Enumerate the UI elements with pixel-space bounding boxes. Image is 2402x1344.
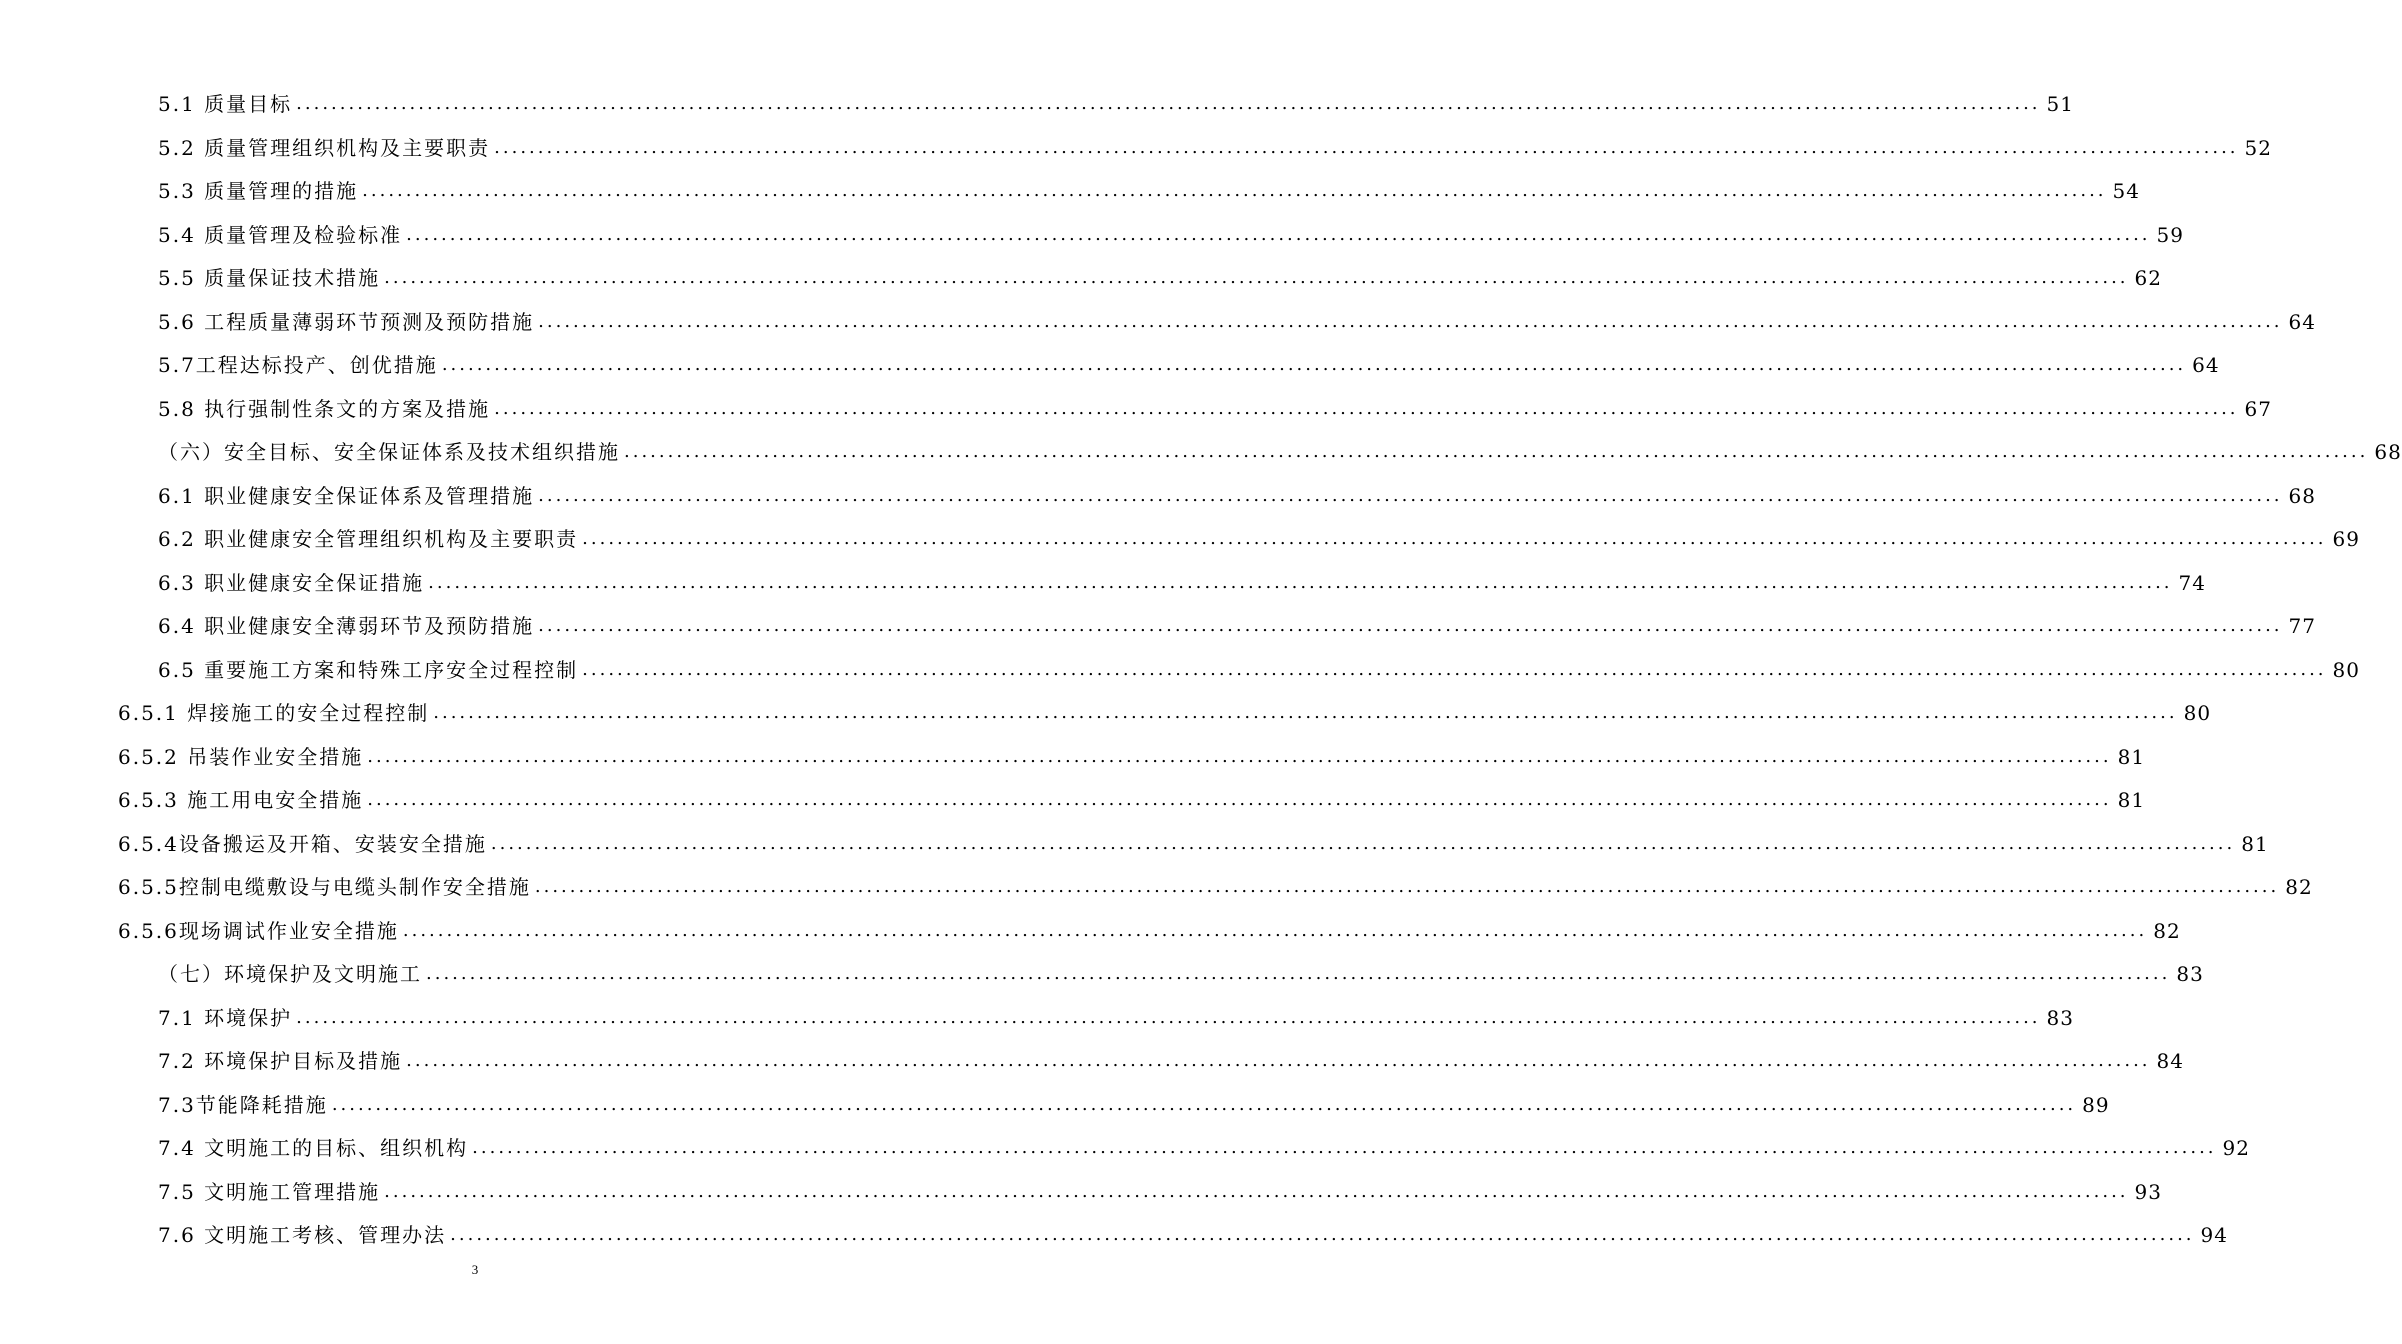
toc-entry-page: 54: [2112, 179, 2140, 203]
toc-entry-title: 6.5.1 焊接施工的安全过程控制: [118, 701, 430, 725]
toc-leader-dots: ........................................................................................................................................................................................................: [534, 876, 2280, 897]
toc-entry-title: （六）安全目标、安全保证体系及技术组织措施: [158, 440, 620, 464]
toc-leader-dots: ........................................................................................................................................................................................................: [538, 484, 2283, 506]
toc-entry[interactable]: [158, 173, 2140, 203]
toc-entry[interactable]: [158, 478, 2316, 508]
toc-entry-title: 5.5 质量保证技术措施: [158, 266, 381, 290]
toc-leader-dots: ........................................................................................................................................................................................................: [406, 223, 2151, 245]
page-number: 3: [471, 1262, 479, 1277]
toc-leader-dots: ........................................................................................................................................................................................................: [494, 397, 2239, 419]
toc-entry-page: 89: [2082, 1092, 2110, 1117]
toc-entry-title: 6.5.6现场调试作业安全措施: [118, 918, 399, 943]
toc-leader-dots: ........................................................................................................................................................................................................: [367, 745, 2112, 767]
toc-leader-dots: ........................................................................................................................................................................................................: [582, 528, 2327, 549]
toc-leader-dots: ........................................................................................................................................................................................................: [538, 310, 2283, 332]
toc-entry-title: 6.2 职业健康安全管理组织机构及主要职责: [158, 527, 579, 551]
toc-entry[interactable]: [158, 434, 2402, 464]
toc-entry-title: 5.8 执行强制性条文的方案及措施: [158, 396, 491, 421]
toc-entry[interactable]: [118, 782, 2146, 812]
toc-entry-title: 5.6 工程质量薄弱环节预测及预防措施: [158, 309, 535, 334]
toc-entry[interactable]: [158, 1174, 2162, 1204]
toc-entry[interactable]: [158, 1130, 2250, 1160]
toc-entry-title: 5.1 质量目标: [158, 92, 293, 116]
toc-entry-page: 83: [2046, 1005, 2074, 1030]
toc-entry[interactable]: [158, 1000, 2074, 1030]
toc-leader-dots: ........................................................................................................................................................................................................: [367, 789, 2112, 810]
toc-entry-page: 64: [2192, 353, 2220, 377]
toc-entry[interactable]: [158, 1217, 2228, 1247]
toc-entry-title: 5.7工程达标投产、创优措施: [158, 353, 438, 377]
toc-entry-page: 67: [2244, 396, 2272, 421]
toc-leader-dots: ........................................................................................................................................................................................................: [426, 963, 2171, 984]
toc-entry-page: 77: [2288, 614, 2316, 638]
toc-entry-page: 64: [2288, 309, 2316, 334]
toc-entry-title: 7.4 文明施工的目标、组织机构: [158, 1136, 469, 1160]
toc-entry-title: 6.1 职业健康安全保证体系及管理措施: [158, 483, 535, 508]
toc-entry-page: 80: [2183, 701, 2212, 725]
toc-entry-page: 92: [2222, 1136, 2250, 1160]
toc-entry-title: 7.5 文明施工管理措施: [158, 1179, 381, 1204]
toc-entry[interactable]: [158, 652, 2360, 682]
toc-leader-dots: ........................................................................................................................................................................................................: [472, 1137, 2217, 1158]
toc-entry[interactable]: [118, 913, 2181, 943]
toc-entry[interactable]: [118, 695, 2212, 725]
toc-leader-dots: ........................................................................................................................................................................................................: [490, 832, 2236, 854]
toc-entry[interactable]: [158, 1087, 2110, 1117]
toc-entry-page: 51: [2046, 92, 2074, 116]
toc-entry[interactable]: [158, 260, 2162, 290]
toc-entry-title: 5.2 质量管理组织机构及主要职责: [158, 135, 491, 160]
toc-entry-page: 81: [2241, 831, 2269, 856]
toc-leader-dots: ........................................................................................................................................................................................................: [296, 1006, 2041, 1028]
toc-entry-page: 68: [2288, 483, 2316, 508]
toc-entry[interactable]: [118, 826, 2269, 856]
toc-entry-title: 6.5.3 施工用电安全措施: [118, 788, 364, 812]
toc-leader-dots: ........................................................................................................................................................................................................: [582, 658, 2327, 680]
toc-entry[interactable]: [158, 391, 2272, 421]
toc-entry[interactable]: [118, 869, 2313, 899]
toc-leader-dots: ........................................................................................................................................................................................................: [450, 1224, 2195, 1245]
toc-entry-page: 94: [2200, 1223, 2228, 1247]
toc-entry[interactable]: [158, 608, 2316, 638]
toc-entry[interactable]: [158, 521, 2360, 551]
toc-leader-dots: ........................................................................................................................................................................................................: [538, 615, 2283, 636]
toc-leader-dots: ........................................................................................................................................................................................................: [433, 702, 2178, 723]
toc-entry[interactable]: [158, 956, 2204, 986]
toc-entry-page: 62: [2134, 266, 2162, 290]
toc-entry-page: 82: [2153, 918, 2181, 943]
toc-leader-dots: ........................................................................................................................................................................................................: [296, 93, 2041, 114]
toc-entry-title: 6.5.5控制电缆敷设与电缆头制作安全措施: [118, 875, 531, 899]
toc-entry-page: 69: [2332, 527, 2360, 551]
toc-entry[interactable]: [158, 347, 2220, 377]
toc-leader-dots: ........................................................................................................................................................................................................: [428, 571, 2173, 593]
toc-entry-title: 7.3节能降耗措施: [158, 1092, 328, 1117]
toc-entry-page: 84: [2156, 1049, 2184, 1073]
toc-entry-title: 6.4 职业健康安全薄弱环节及预防措施: [158, 614, 535, 638]
toc-leader-dots: ........................................................................................................................................................................................................: [624, 441, 2369, 462]
toc-entry[interactable]: [158, 217, 2184, 247]
toc-entry-page: 59: [2156, 222, 2184, 247]
toc-leader-dots: ........................................................................................................................................................................................................: [331, 1093, 2077, 1115]
toc-entry-title: 5.4 质量管理及检验标准: [158, 222, 403, 247]
toc-entry-page: 81: [2117, 744, 2146, 769]
toc-entry-title: 6.5 重要施工方案和特殊工序安全过程控制: [158, 657, 579, 682]
toc-entry-title: 5.3 质量管理的措施: [158, 179, 359, 203]
toc-entry-page: 83: [2176, 962, 2204, 986]
toc-entry-title: 6.3 职业健康安全保证措施: [158, 570, 425, 595]
toc-leader-dots: ........................................................................................................................................................................................................: [384, 267, 2129, 288]
toc-entry-title: 6.5.4设备搬运及开箱、安装安全措施: [118, 831, 487, 856]
toc-entry-title: 7.2 环境保护目标及措施: [158, 1049, 403, 1073]
toc-entry-title: 6.5.2 吊装作业安全措施: [118, 744, 364, 769]
toc-entry-title: 7.1 环境保护: [158, 1005, 293, 1030]
toc-entry-page: 93: [2134, 1179, 2162, 1204]
toc-leader-dots: ........................................................................................................................................................................................................: [362, 180, 2107, 201]
toc-leader-dots: ........................................................................................................................................................................................................: [494, 136, 2239, 158]
toc-entry[interactable]: [118, 739, 2146, 769]
toc-entry-page: 52: [2244, 135, 2272, 160]
toc-entry-page: 68: [2374, 440, 2402, 464]
toc-entry[interactable]: [158, 304, 2316, 334]
toc-entry-page: 82: [2285, 875, 2313, 899]
toc-entry-page: 80: [2332, 657, 2360, 682]
toc-entry-title: 7.6 文明施工考核、管理办法: [158, 1223, 447, 1247]
toc-entry-page: 81: [2117, 788, 2146, 812]
toc-entry[interactable]: [158, 1043, 2184, 1073]
toc-entry-title: （七）环境保护及文明施工: [158, 962, 422, 986]
toc-leader-dots: ........................................................................................................................................................................................................: [384, 1180, 2129, 1202]
toc-entry[interactable]: [158, 130, 2272, 160]
toc-leader-dots: ........................................................................................................................................................................................................: [406, 1050, 2151, 1071]
toc-entry[interactable]: [158, 86, 2074, 116]
toc-entry-page: 74: [2178, 570, 2206, 595]
toc-entry[interactable]: [158, 565, 2206, 595]
toc-leader-dots: ........................................................................................................................................................................................................: [441, 354, 2187, 375]
toc-leader-dots: ........................................................................................................................................................................................................: [402, 919, 2148, 941]
